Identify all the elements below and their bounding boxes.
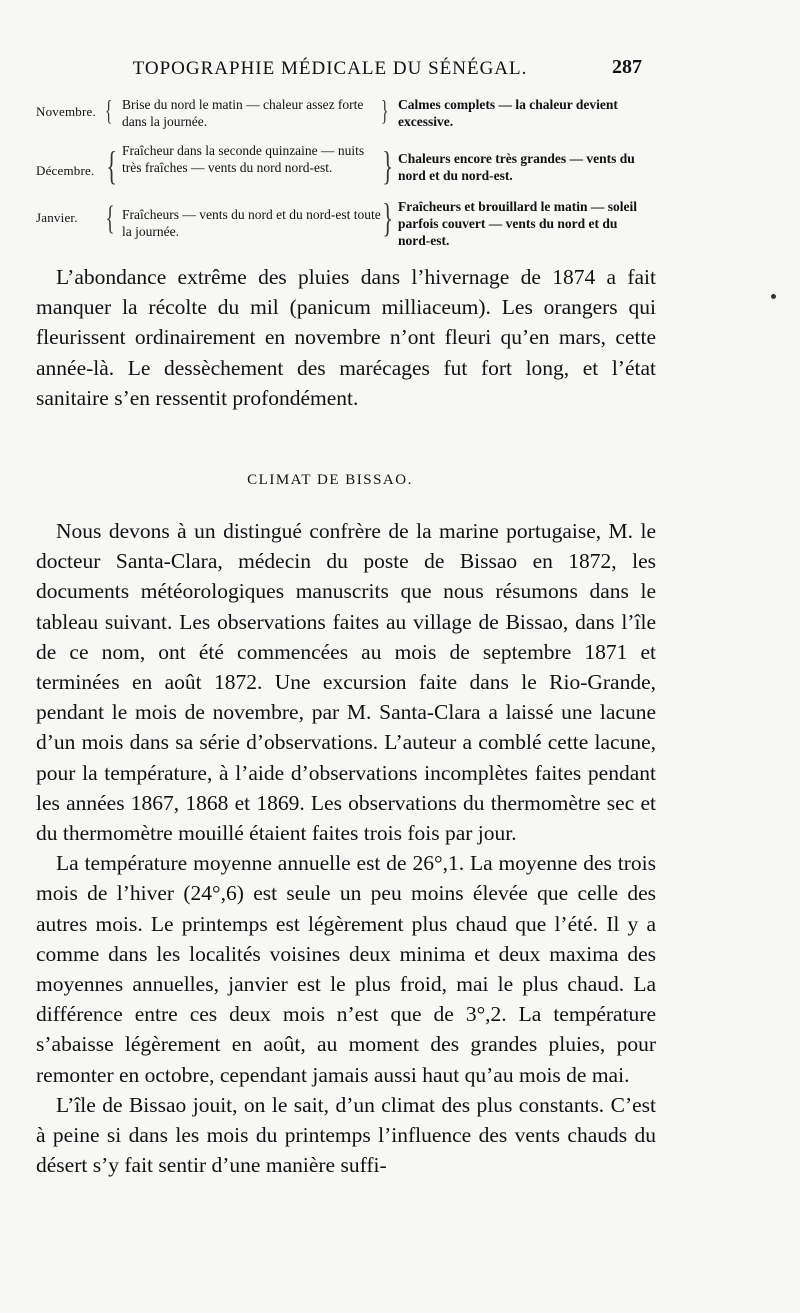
- running-title: TOPOGRAPHIE MÉDICALE DU SÉNÉGAL.: [132, 58, 528, 79]
- paragraph: Nous devons à un distingué confrère de la marine portugaise, M. le docteur Santa-Clara, médecin du poste de Bissao en 1872, les documents météorologiques manuscrits que nous résumons dans le tableau suivant. Les observations faites au village de Bissao, dans l’île de ce nom, ont été commencées au mois de septembre 1871 et terminées en août 1872. Une excursion faite dans le Rio-Grande, pendant le mois de novembre, par M. Santa-Clara a laissé une lacune d’un mois dans sa série d’observations. L’auteur a comblé cette lacune, pour la température, à l’aide d’observations incomplètes faites pendant les années 1867, 1868 et 1869. Les observations du thermomètre sec et du thermomètre mouillé étaient faites trois fois par jour.: [36, 519, 656, 846]
- ink-speck: [771, 294, 776, 299]
- observation-right: Fraîcheurs et brouillard le matin — soleil parfois couvert — vents du nord et du nord-est.: [398, 199, 637, 248]
- table-row: [0, 194, 800, 264]
- brace-icon: {: [105, 96, 113, 127]
- paragraph: L’île de Bissao jouit, on le sait, d’un climat des plus constants. C’est à peine si dans les mois du printemps l’influence des vents chauds du désert s’y fait sentir d’une manière suffi-: [36, 1092, 656, 1178]
- paragraph: L’abondance extrême des pluies dans l’hivernage de 1874 a fait manquer la récolte du mil (panicum milliaceum). Les orangers qui fleurissent ordinairement en novembre n’ont fleuri qu’en mars, cette année-là. Le dessèchement des marécages fut fort long, et l’état sanitaire s’en ressentit profondément.: [36, 265, 656, 410]
- month-label: Décembre.: [36, 163, 95, 178]
- observation-right: Calmes complets — la chaleur devient excessive.: [398, 97, 618, 129]
- page-number: 287: [612, 56, 642, 78]
- paragraph-block-bottom: [36, 516, 656, 1180]
- brace-icon: }: [382, 195, 393, 240]
- paragraph: La température moyenne annuelle est de 26°,1. La moyenne des trois mois de l’hiver (24°,6) est seule un peu moins élevée que celle des autres mois. Le printemps est légèrement plus chaud que l’été. Il y a comme dans les localités voisines deux minima et deux maxima des moyennes annuelles, janvier est le plus froid, mai le plus chaud. La différence entre ces deux mois n’est que de 3°,2. La température s’abaisse légèrement en août, au moment des grandes pluies, pour remonter en octobre, cependant jamais aussi haut qu’au mois de mai.: [36, 851, 656, 1087]
- paragraph-block-top: [36, 262, 656, 413]
- brace-icon: }: [382, 143, 393, 188]
- brace-icon: {: [106, 143, 117, 188]
- observation-left: Fraîcheurs — vents du nord et du nord-est toute la journée.: [122, 207, 381, 239]
- brace-icon: }: [381, 96, 389, 127]
- observation-right: Chaleurs encore très grandes — vents du nord et du nord-est.: [398, 151, 635, 183]
- observation-left: Brise du nord le matin — chaleur assez forte dans la journée.: [122, 97, 364, 129]
- month-label: Janvier.: [36, 210, 78, 225]
- month-label: Novembre.: [36, 104, 96, 119]
- section-title: CLIMAT DE BISSAO.: [247, 472, 413, 488]
- brace-icon: {: [105, 200, 115, 237]
- observation-left: Fraîcheur dans la seconde quinzaine — nuits très fraîches — vents du nord nord-est.: [122, 143, 365, 175]
